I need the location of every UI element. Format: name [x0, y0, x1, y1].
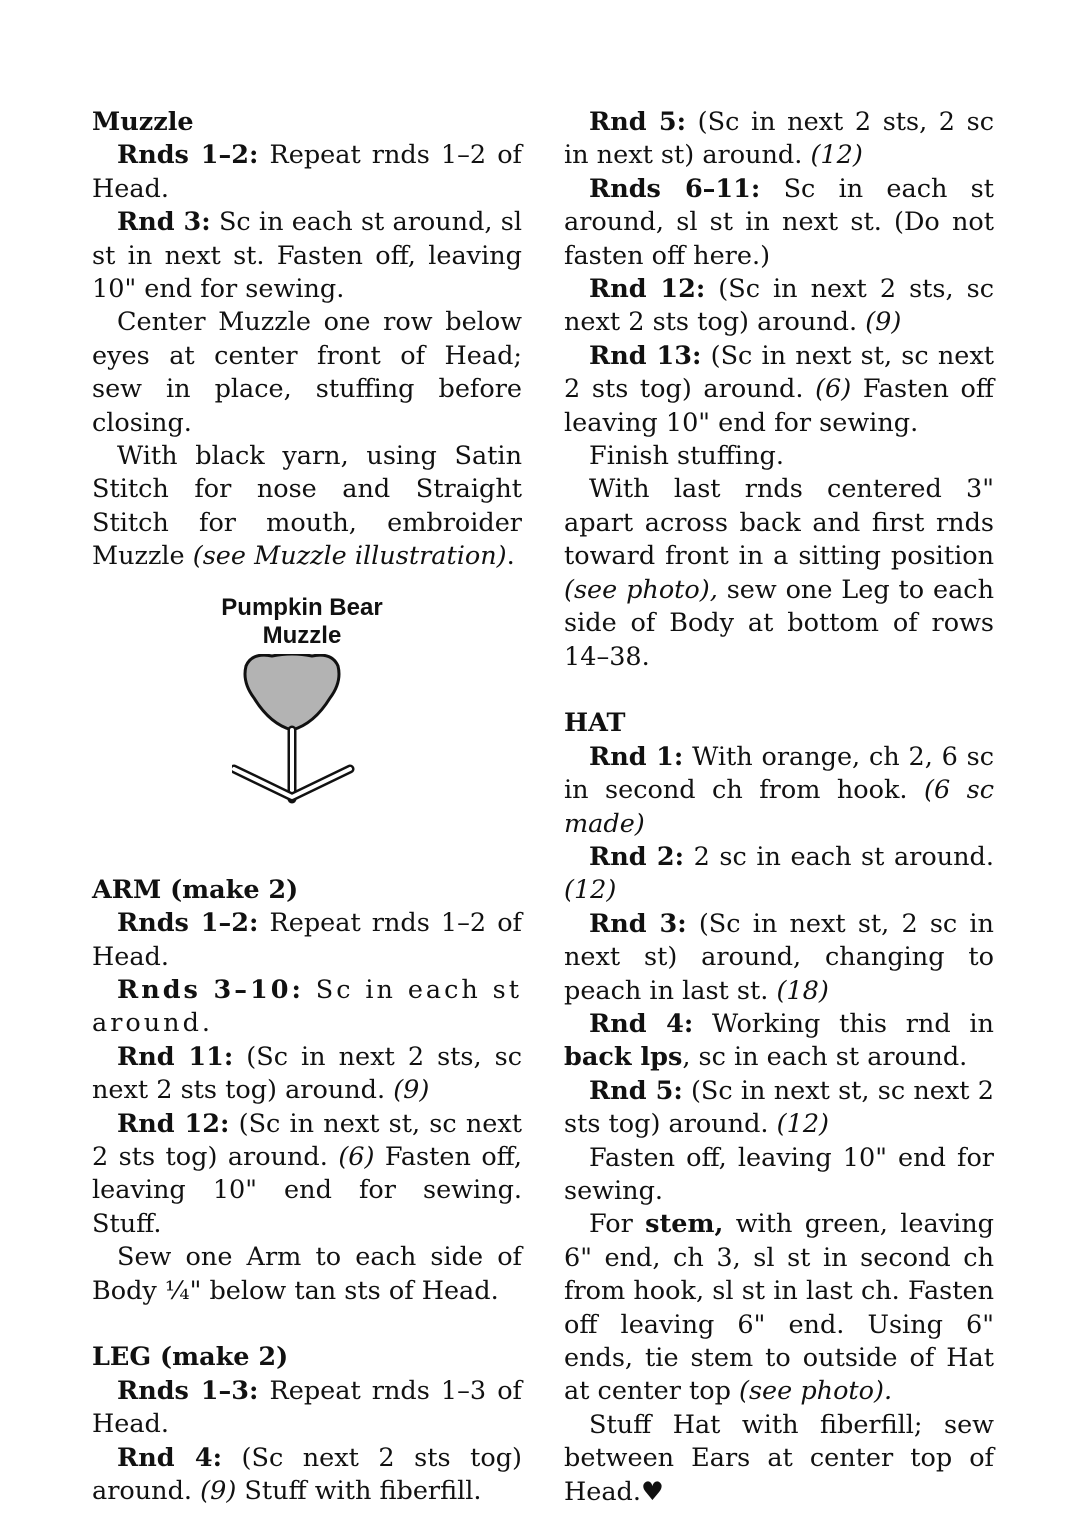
illustration-title-line1: Pumpkin Bear [221, 593, 383, 621]
heart-icon: ♥ [640, 1476, 664, 1507]
hat-heading: HAT [564, 708, 626, 739]
step-text: With last rnds centered 3" apart across back and first rnds toward front in a sitting position [564, 474, 994, 572]
photo-reference: (see photo), [564, 574, 718, 605]
step-label: Rnd 4: [589, 1008, 694, 1039]
section-spacer [564, 674, 994, 707]
step-label: Rnd 3: [589, 908, 687, 939]
leg-rnd-13 [564, 340, 994, 440]
step-label: Rnd 4: [117, 1442, 223, 1473]
leg-finish-stuffing: Finish stuffing. [589, 441, 784, 472]
step-text: 2 sc in each st around. [684, 841, 994, 872]
leg-rnd-12 [564, 273, 994, 340]
hat-fasten-off: Fasten off, leaving 10" end for sewing. [564, 1142, 994, 1206]
muzzle-diagram [232, 654, 372, 814]
stitch-count: (18) [776, 975, 829, 1006]
muzzle-embroider-instructions [92, 440, 522, 574]
muzzle-heading: Muzzle [92, 107, 194, 137]
photo-reference: (see photo). [739, 1376, 893, 1407]
nose-shape [245, 654, 339, 730]
step-text: (Sc in next st, sc next 2 sts tog) around. [564, 1075, 994, 1140]
muzzle-illustration [92, 574, 522, 874]
step-label: Rnds 6–11: [589, 173, 761, 204]
step-text: (Sc in next 2 sts, sc next 2 sts tog) around. [564, 274, 994, 338]
step-label: Rnds 3–10: [117, 974, 304, 1005]
step-label: Rnds 1–2: [117, 140, 259, 171]
stitch-count: (12) [810, 140, 863, 171]
step-text: (Sc in next 2 sts, 2 sc in next st) around. [564, 107, 994, 171]
illustration-title-line2: Muzzle [262, 621, 342, 649]
step-label: Rnd 1: [589, 741, 684, 772]
stitch-count: (9) [200, 1475, 237, 1506]
stitch-count: (6) [815, 374, 852, 405]
arm-sew-instructions: Sew one Arm to each side of Body ¼" below tan sts of Head. [92, 1242, 522, 1306]
section-spacer [92, 1308, 522, 1341]
leg-rnd-5 [564, 106, 994, 173]
emphasis: back lps [564, 1042, 683, 1073]
step-text: (Sc in next st, 2 sc in next st) around, changing to peach in last st. [564, 908, 994, 1006]
step-label: Rnd 11: [117, 1041, 234, 1072]
step-text: with green, leaving 6" end, ch 3, sl st in second ch from hook, sl st in last ch. Fasten off leaving 6" end. Using 6" ends, tie stem to outside of Hat at center top [564, 1209, 994, 1407]
stitch-count: (6) [338, 1141, 375, 1172]
step-text: Repeat rnds 1–2 of Head. [92, 140, 522, 204]
step-text: (Sc in next st, sc next 2 sts tog) around. [564, 340, 994, 405]
step-label: Rnd 5: [589, 1075, 683, 1106]
arm-rnds-3-10 [92, 974, 522, 1041]
hat-stem-instructions [564, 1208, 994, 1408]
step-text-pre: For [589, 1209, 646, 1240]
muzzle-rnd-3 [92, 206, 522, 306]
right-column [564, 106, 994, 1509]
leg-rnds-6-11 [564, 173, 994, 273]
step-text: With orange, ch 2, 6 sc in second ch from hook. [564, 741, 994, 806]
illustration-title [92, 594, 512, 650]
arm-heading: ARM (make 2) [92, 874, 299, 905]
hat-stuff-instructions [564, 1409, 994, 1509]
step-text: Repeat rnds 1–2 of Head. [92, 908, 522, 972]
muzzle-center-instructions: Center Muzzle one row below eyes at center front of Head; sew in place, stuffing before closing. [92, 307, 522, 438]
step-label: Rnd 13: [589, 340, 702, 371]
step-text: With black yarn, using Satin Stitch for nose and Straight Stitch for mouth, embroider Muzzle [92, 441, 522, 572]
leg-rnds-1-3 [92, 1375, 522, 1442]
step-text: (Sc in next st, sc next 2 sts tog) around. [92, 1108, 522, 1172]
step-text-end: Fasten off leaving 10" end for sewing. [564, 374, 994, 438]
left-column [92, 106, 522, 1508]
step-text: Sc in each st around, sl st in next st. (Do not fasten off here.) [564, 173, 995, 271]
hat-rnd-4 [564, 1008, 994, 1075]
step-text: Stuff Hat with fiberfill; sew between Ears at center top of Head. [564, 1409, 994, 1507]
illustration-reference: (see Muzzle illustration) [192, 541, 507, 572]
stitch-count: (12) [776, 1109, 829, 1140]
step-label: Rnd 12: [589, 274, 706, 305]
step-text-end: Fasten off, leaving 10" end for sewing. Stuff. [92, 1141, 522, 1239]
step-text: Sc in each st around. [92, 974, 522, 1039]
arm-rnds-1-2 [92, 907, 522, 974]
leg-heading: LEG (make 2) [92, 1342, 289, 1373]
arm-rnd-11 [92, 1041, 522, 1108]
step-label: Rnd 12: [117, 1108, 230, 1139]
hat-rnd-1 [564, 741, 994, 841]
step-text: Repeat rnds 1–3 of Head. [92, 1375, 522, 1440]
stitch-count: (9) [865, 307, 902, 338]
hat-rnd-3 [564, 908, 994, 1008]
step-text-end: , sc in each st around. [682, 1042, 968, 1073]
leg-rnd-4 [92, 1442, 522, 1509]
stitch-count: (12) [564, 875, 617, 906]
leg-sew-instructions [564, 473, 994, 673]
muzzle-rnds-1-2 [92, 139, 522, 206]
step-label: Rnds 1–3: [117, 1375, 259, 1406]
step-text: Working this rnd in [693, 1008, 994, 1039]
step-label: Rnd 5: [589, 107, 687, 137]
stitch-count: (9) [393, 1075, 430, 1106]
step-text-end: sew one Leg to each side of Body at bottom of rows 14–38. [564, 574, 994, 672]
stitch-count: (6 sc made) [564, 775, 994, 839]
step-text: (Sc next 2 sts tog) around. [92, 1442, 522, 1506]
hat-rnd-5 [564, 1075, 994, 1142]
step-text-end: Stuff with fiberfill. [236, 1475, 482, 1506]
step-label: Rnds 1–2: [117, 908, 259, 939]
step-label: Rnd 2: [589, 841, 685, 872]
step-text: (Sc in next 2 sts, sc next 2 sts tog) around. [92, 1041, 522, 1106]
step-text: Sc in each st around, sl st in next st. Fasten off, leaving 10" end for sewing. [92, 207, 522, 305]
hat-rnd-2 [564, 841, 994, 908]
step-text-end: . [506, 541, 515, 572]
emphasis: stem, [645, 1209, 724, 1240]
arm-rnd-12 [92, 1108, 522, 1242]
step-label: Rnd 3: [117, 207, 211, 238]
